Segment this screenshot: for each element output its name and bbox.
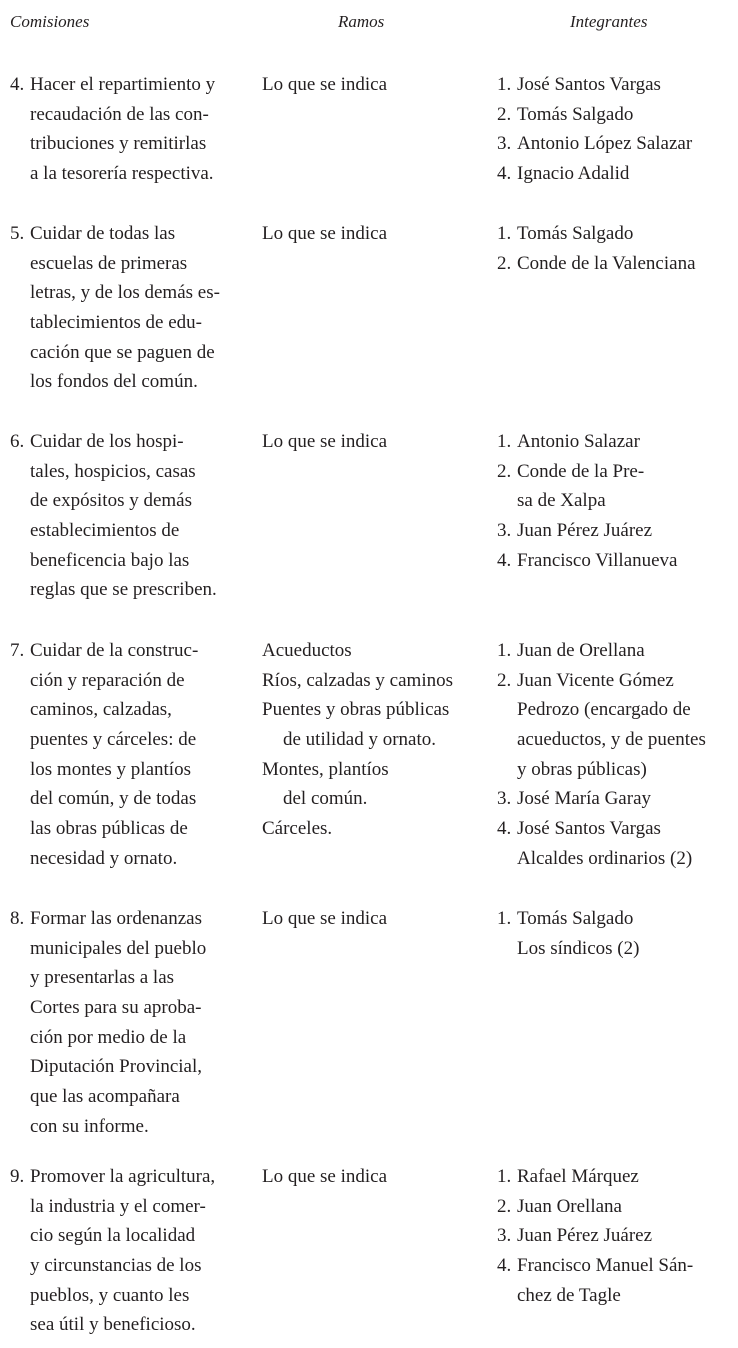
integrante-number: 2. bbox=[497, 103, 512, 125]
integrantes-cell bbox=[497, 427, 737, 575]
ramos-cell bbox=[262, 219, 492, 249]
comision-line: las obras públicas de bbox=[30, 818, 188, 840]
integrante-number: 4. bbox=[497, 1255, 512, 1277]
comision-cell bbox=[10, 70, 245, 189]
integrante-item bbox=[497, 1221, 737, 1251]
integrante-line: Ignacio Adalid bbox=[517, 163, 630, 185]
comision-line: sea útil y beneficioso. bbox=[30, 1314, 196, 1336]
integrante-number: 1. bbox=[497, 223, 512, 244]
ramo-line: Lo que se indica bbox=[262, 74, 388, 95]
integrante-number: 1. bbox=[497, 431, 512, 452]
integrante-item bbox=[497, 636, 737, 666]
integrante-line: chez de Tagle bbox=[517, 1284, 621, 1306]
integrante-line: José Santos Vargas bbox=[517, 74, 661, 95]
integrante-number: 4. bbox=[497, 818, 512, 840]
integrantes-cell bbox=[497, 636, 737, 874]
integrante-line: José María Garay bbox=[517, 788, 652, 810]
integrante-line: Juan Pérez Juárez bbox=[517, 520, 653, 542]
comision-number: 8. bbox=[10, 908, 25, 929]
integrante-item bbox=[497, 249, 737, 279]
integrante-item bbox=[497, 904, 737, 963]
comision-line: la industria y el comer- bbox=[30, 1195, 206, 1217]
ramo-line: Puentes y obras públicas bbox=[262, 699, 450, 721]
comision-line: tales, hospicios, casas bbox=[30, 460, 196, 482]
integrante-line: Conde de la Valenciana bbox=[517, 252, 696, 274]
comision-line: de expósitos y demás bbox=[30, 490, 193, 512]
comision-line: Formar las ordenanzas bbox=[30, 908, 202, 929]
ramo-line: Lo que se indica bbox=[262, 908, 388, 929]
comision-line: reglas que se prescriben. bbox=[30, 579, 217, 601]
comision-line: Promover la agricultura, bbox=[30, 1166, 216, 1187]
integrante-number: 2. bbox=[497, 252, 512, 274]
integrante-item bbox=[497, 1251, 737, 1310]
integrante-item bbox=[497, 457, 737, 516]
comision-line: Cuidar de todas las bbox=[30, 223, 176, 244]
integrante-line: Tomás Salgado bbox=[517, 103, 634, 125]
integrante-number: 3. bbox=[497, 133, 512, 155]
integrante-line: Tomás Salgado bbox=[517, 908, 634, 929]
comision-line: necesidad y ornato. bbox=[30, 847, 178, 869]
comision-line: cio según la localidad bbox=[30, 1225, 196, 1247]
integrante-line: Juan Vicente Gómez bbox=[517, 669, 674, 691]
integrantes-cell bbox=[497, 904, 737, 963]
integrantes-cell bbox=[497, 70, 737, 189]
header-ramos: Ramos bbox=[338, 12, 385, 31]
integrante-number: 3. bbox=[497, 788, 512, 810]
comision-cell bbox=[10, 636, 245, 874]
integrante-line: Conde de la Pre- bbox=[517, 460, 645, 482]
integrantes-cell bbox=[497, 219, 737, 278]
comision-number: 7. bbox=[10, 640, 25, 661]
comision-line: cación que se paguen de bbox=[30, 341, 215, 363]
comision-line: y circunstancias de los bbox=[30, 1255, 202, 1277]
integrante-number: 1. bbox=[497, 908, 512, 929]
integrante-item bbox=[497, 814, 737, 873]
comision-line: recaudación de las con- bbox=[30, 103, 209, 125]
comision-cell bbox=[10, 427, 245, 605]
comision-line: y presentarlas a las bbox=[30, 967, 175, 989]
comision-number: 5. bbox=[10, 223, 25, 244]
integrante-line: Antonio López Salazar bbox=[517, 133, 693, 155]
integrante-number: 2. bbox=[497, 1195, 512, 1217]
comision-number: 4. bbox=[10, 74, 25, 95]
integrante-line: Francisco Villanueva bbox=[517, 549, 678, 571]
integrante-item bbox=[497, 1192, 737, 1222]
integrante-line: Juan de Orellana bbox=[517, 640, 645, 661]
ramo-line: Lo que se indica bbox=[262, 223, 388, 244]
integrante-line: Tomás Salgado bbox=[517, 223, 634, 244]
comision-line: ción por medio de la bbox=[30, 1026, 187, 1048]
ramo-line: Lo que se indica bbox=[262, 431, 388, 452]
comision-line: los fondos del común. bbox=[30, 371, 198, 393]
integrante-number: 1. bbox=[497, 74, 512, 95]
comision-line: beneficencia bajo las bbox=[30, 549, 190, 571]
integrante-line: José Santos Vargas bbox=[517, 818, 661, 840]
integrante-number: 4. bbox=[497, 163, 512, 185]
integrante-item bbox=[497, 546, 737, 576]
integrante-number: 1. bbox=[497, 640, 512, 661]
comision-line: letras, y de los demás es- bbox=[30, 282, 220, 304]
ramo-line: de utilidad y ornato. bbox=[283, 729, 437, 751]
header-comisiones: Comisiones bbox=[10, 12, 90, 31]
comision-line: municipales del pueblo bbox=[30, 937, 207, 959]
comision-number: 6. bbox=[10, 431, 25, 452]
comision-line: ción y reparación de bbox=[30, 669, 185, 691]
comision-line: Cortes para su aproba- bbox=[30, 997, 202, 1019]
comision-line: que las acompañara bbox=[30, 1086, 180, 1108]
integrante-item bbox=[497, 1162, 737, 1192]
integrante-line: Francisco Manuel Sán- bbox=[517, 1255, 694, 1277]
integrante-item bbox=[497, 666, 737, 785]
integrante-line: Juan Orellana bbox=[517, 1195, 622, 1217]
comision-line: con su informe. bbox=[30, 1115, 149, 1137]
integrante-item bbox=[497, 100, 737, 130]
integrante-number: 3. bbox=[497, 1225, 512, 1247]
integrante-number: 2. bbox=[497, 460, 512, 482]
integrante-number: 1. bbox=[497, 1166, 512, 1187]
comision-line: Cuidar de los hospi- bbox=[30, 431, 184, 452]
ramos-cell bbox=[262, 636, 492, 844]
integrante-line: Alcaldes ordinarios (2) bbox=[517, 847, 693, 869]
comision-line: los montes y plantíos bbox=[30, 758, 191, 780]
comision-line: establecimientos de bbox=[30, 520, 180, 542]
ramo-line: del común. bbox=[283, 788, 368, 810]
comision-number: 9. bbox=[10, 1166, 25, 1187]
comision-line: tablecimientos de edu- bbox=[30, 312, 202, 334]
integrante-line: sa de Xalpa bbox=[517, 490, 606, 512]
integrante-line: y obras públicas) bbox=[517, 758, 647, 780]
comision-line: escuelas de primeras bbox=[30, 252, 188, 274]
integrante-item bbox=[497, 784, 737, 814]
integrante-item bbox=[497, 159, 737, 189]
comision-line: puentes y cárceles: de bbox=[30, 729, 197, 751]
comision-cell bbox=[10, 219, 245, 397]
comision-line: a la tesorería respectiva. bbox=[30, 163, 214, 185]
integrante-item bbox=[497, 427, 737, 457]
integrante-line: acueductos, y de puentes bbox=[517, 729, 706, 751]
ramos-cell bbox=[262, 427, 492, 457]
integrante-number: 3. bbox=[497, 520, 512, 542]
integrante-line: Rafael Márquez bbox=[517, 1166, 639, 1187]
ramo-line: Montes, plantíos bbox=[262, 758, 389, 780]
comision-line: caminos, calzadas, bbox=[30, 699, 172, 721]
header-integrantes: Integrantes bbox=[570, 12, 648, 31]
integrante-line: Antonio Salazar bbox=[517, 431, 640, 452]
ramos-cell bbox=[262, 904, 492, 934]
integrante-item bbox=[497, 219, 737, 249]
comision-line: Cuidar de la construc- bbox=[30, 640, 199, 661]
integrante-line: Juan Pérez Juárez bbox=[517, 1225, 653, 1247]
ramo-line: Lo que se indica bbox=[262, 1166, 388, 1187]
integrantes-cell bbox=[497, 1162, 737, 1310]
ramo-line: Ríos, calzadas y caminos bbox=[262, 669, 454, 691]
ramos-cell bbox=[262, 70, 492, 100]
integrante-number: 2. bbox=[497, 669, 512, 691]
comision-line: tribuciones y remitirlas bbox=[30, 133, 207, 155]
comision-line: Hacer el repartimiento y bbox=[30, 74, 216, 95]
integrante-item bbox=[497, 516, 737, 546]
ramo-line: Cárceles. bbox=[262, 818, 333, 840]
comision-cell bbox=[10, 1162, 245, 1340]
integrante-line: Pedrozo (encargado de bbox=[517, 699, 691, 721]
integrante-line: Los síndicos (2) bbox=[517, 937, 640, 959]
integrante-number: 4. bbox=[497, 549, 512, 571]
comision-cell bbox=[10, 904, 245, 1142]
integrante-item bbox=[497, 129, 737, 159]
comision-line: pueblos, y cuanto les bbox=[30, 1284, 190, 1306]
comision-line: Diputación Provincial, bbox=[30, 1056, 203, 1078]
integrante-item bbox=[497, 70, 737, 100]
comision-line: del común, y de todas bbox=[30, 788, 197, 810]
ramos-cell bbox=[262, 1162, 492, 1192]
ramo-line: Acueductos bbox=[262, 640, 352, 661]
